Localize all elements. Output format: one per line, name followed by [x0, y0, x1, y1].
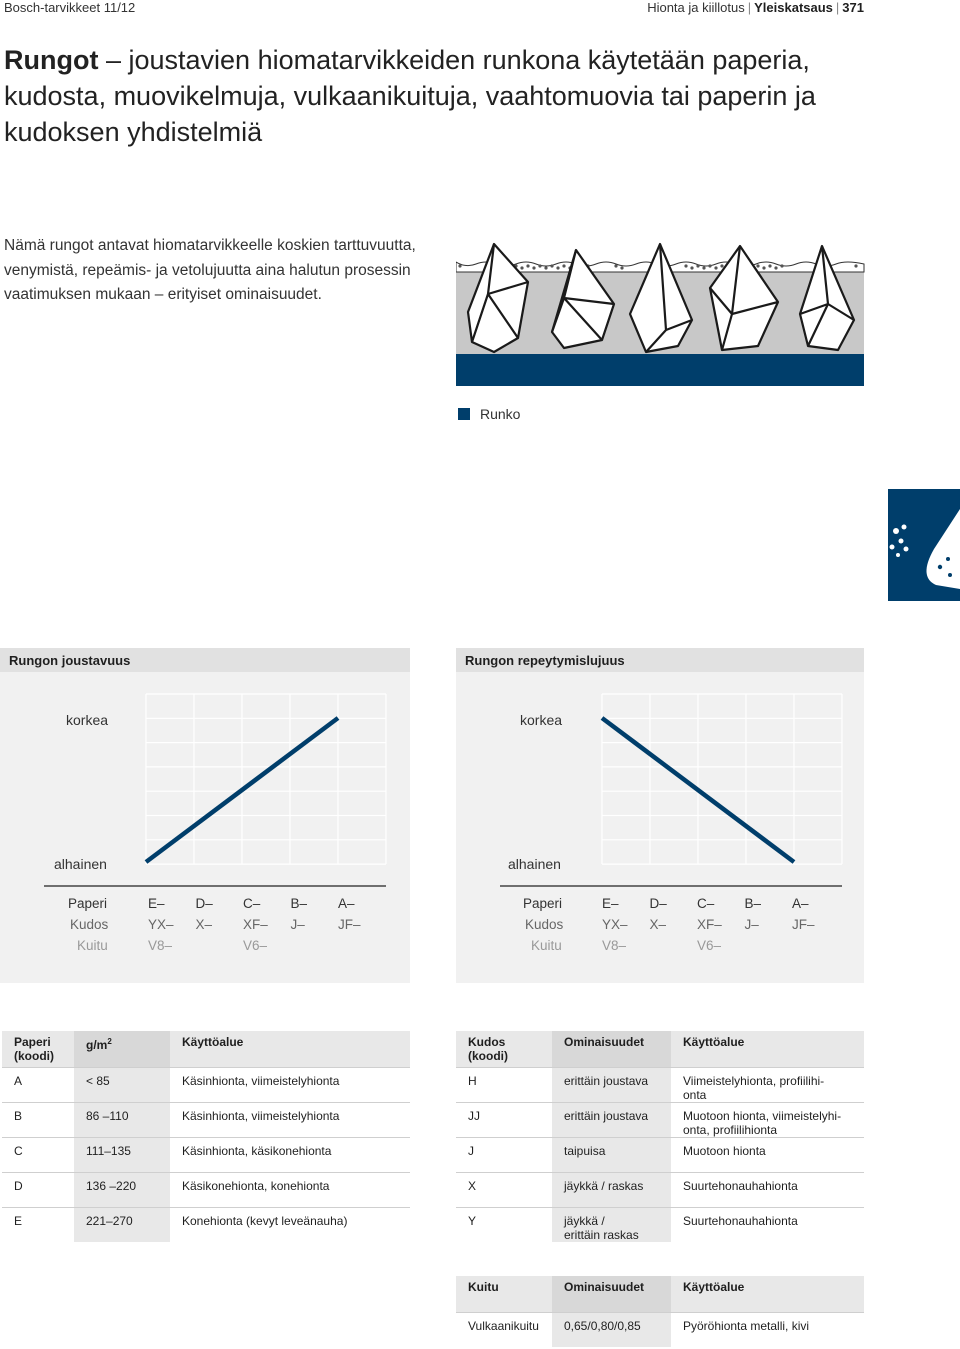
tick-label: B–: [290, 896, 308, 911]
tick-label: J–: [290, 917, 305, 932]
tick-label: E–: [148, 896, 165, 911]
table-row: [456, 1312, 864, 1347]
tick-label: YX–: [148, 917, 174, 932]
table-cell: 136 –220: [74, 1172, 170, 1207]
unit-superscript: 2: [107, 1037, 112, 1046]
table-cell: Käsinhionta, viimeistelyhionta: [170, 1067, 410, 1102]
table-cell: Käsinhionta, käsikonehionta: [170, 1137, 410, 1172]
table-cell: B: [2, 1102, 74, 1137]
tick-label: XF–: [697, 917, 722, 932]
column-header: Ominaisuudet: [552, 1031, 671, 1067]
column-header: Kudos (koodi): [456, 1031, 552, 1067]
tick-label: JF–: [338, 917, 361, 932]
section-tab-icon: [888, 489, 960, 601]
abrasive-cross-section-illustration: [456, 242, 866, 388]
legend: [458, 406, 520, 422]
table-cell: erittäin joustava: [552, 1067, 671, 1102]
header-section: Hionta ja kiillotus: [647, 0, 745, 15]
y-low-label: alhainen: [508, 856, 561, 872]
table-cell: 86 –110: [74, 1102, 170, 1137]
table-cell: Vulkaanikuitu: [456, 1312, 552, 1347]
paper-table: [2, 1031, 410, 1242]
legend-swatch: [458, 408, 470, 420]
fibre-table: [456, 1276, 864, 1347]
column-header: Käyttöalue: [671, 1031, 864, 1067]
table-cell: Käsikonehionta, konehionta: [170, 1172, 410, 1207]
backing-layer: [456, 354, 864, 386]
table-row: [2, 1207, 410, 1242]
legend-label: Runko: [480, 406, 521, 422]
tick-label: D–: [649, 896, 667, 911]
column-header: Käyttöalue: [170, 1031, 410, 1067]
row-label-fibre: Kuitu: [77, 938, 108, 953]
page-number: 371: [842, 0, 864, 15]
sanding-disc-shape: [926, 509, 960, 589]
tick-label: V8–: [602, 938, 627, 953]
tick-label: B–: [744, 896, 762, 911]
table-cell: jäykkä / raskas: [552, 1172, 671, 1207]
tick-label: X–: [649, 917, 667, 932]
table-row: [2, 1137, 410, 1172]
table-header-row: [2, 1031, 410, 1067]
tick-label: YX–: [602, 917, 628, 932]
table-cell: < 85: [74, 1067, 170, 1102]
row-label-cloth: Kudos: [70, 917, 109, 932]
tick-label: XF–: [243, 917, 268, 932]
table-cell: 0,65/0,80/0,85: [552, 1312, 671, 1347]
table-row: [456, 1137, 864, 1172]
table-cell: Viimeistelyhionta, profiilihi- onta: [671, 1067, 864, 1102]
table-row: [2, 1102, 410, 1137]
chart-title: Rungon joustavuus: [0, 648, 410, 672]
column-header: Paperi (koodi): [2, 1031, 74, 1067]
header-right: [647, 0, 864, 15]
table-cell: Y: [456, 1207, 552, 1242]
column-header-unit: [74, 1031, 170, 1067]
tick-label: J–: [744, 917, 759, 932]
row-label-paper: Paperi: [68, 896, 108, 911]
tick-label: A–: [792, 896, 809, 911]
table-cell: Suurtehonauhahionta: [671, 1207, 864, 1242]
page-title: [4, 42, 884, 150]
table-cell: D: [2, 1172, 74, 1207]
y-high-label: korkea: [66, 712, 109, 728]
intro-paragraph: Nämä rungot antavat hiomatarvikkeelle koskien tarttuvuutta, venymistä, repeämis- ja vetolujuutta aina halutun prosessin vaatimuksen mukaan – erityiset ominaisuudet.: [4, 237, 416, 303]
tick-label: E–: [602, 896, 619, 911]
table-cell: Suurtehonauhahionta: [671, 1172, 864, 1207]
table-cell: C: [2, 1137, 74, 1172]
chart-plot: [456, 672, 864, 983]
tick-label: V8–: [148, 938, 173, 953]
cloth-table: [456, 1031, 864, 1242]
table-row: [2, 1067, 410, 1102]
table-cell: Muotoon hionta: [671, 1137, 864, 1172]
table-cell: JJ: [456, 1102, 552, 1137]
page-title-bold: Rungot: [4, 45, 99, 75]
table-cell: A: [2, 1067, 74, 1102]
header-separator: |: [747, 0, 752, 15]
table-row: [456, 1102, 864, 1137]
table-row: [456, 1172, 864, 1207]
tick-label: C–: [697, 896, 715, 911]
table-cell: E: [2, 1207, 74, 1242]
tick-label: V6–: [697, 938, 722, 953]
tick-label: A–: [338, 896, 355, 911]
column-header: Käyttöalue: [671, 1276, 864, 1312]
table-cell: J: [456, 1137, 552, 1172]
table-cell: 111–135: [74, 1137, 170, 1172]
table-cell: erittäin joustava: [552, 1102, 671, 1137]
tick-label: V6–: [243, 938, 268, 953]
table-cell: 221–270: [74, 1207, 170, 1242]
table-row: [2, 1172, 410, 1207]
row-label-cloth: Kudos: [525, 917, 564, 932]
y-high-label: korkea: [520, 712, 563, 728]
table-row: [456, 1067, 864, 1102]
row-label-paper: Paperi: [523, 896, 563, 911]
tick-label: JF–: [792, 917, 815, 932]
table-cell: Pyöröhionta metalli, kivi: [671, 1312, 864, 1347]
header-subsection: Yleiskatsaus: [754, 0, 833, 15]
chart-panel-flexibility: [0, 648, 410, 983]
row-label-fibre: Kuitu: [531, 938, 562, 953]
table-cell: Muotoon hionta, viimeistelyhi- onta, profiilihionta: [671, 1102, 864, 1137]
header-left: Bosch-tarvikkeet 11/12: [4, 0, 136, 15]
tick-label: X–: [195, 917, 213, 932]
chart-plot: [0, 672, 410, 983]
table-cell: H: [456, 1067, 552, 1102]
header-separator: |: [835, 0, 840, 15]
chart-title: Rungon repeytymislujuus: [456, 648, 864, 672]
table-header-row: [456, 1031, 864, 1067]
page-title-rest: – joustavien hiomatarvikkeiden runkona käytetään paperia, kudosta, muovikelmuja, vulkaanikuituja, vaahtomuovia tai paperin ja kudoksen yhdistelmiä: [4, 45, 816, 147]
tick-label: D–: [195, 896, 213, 911]
table-cell: Konehionta (kevyt leveänauha): [170, 1207, 410, 1242]
column-header: Ominaisuudet: [552, 1276, 671, 1312]
table-header-row: [456, 1276, 864, 1312]
unit-text: g/m: [86, 1038, 108, 1052]
chart-panel-tear-strength: [456, 648, 864, 983]
table-cell: taipuisa: [552, 1137, 671, 1172]
y-low-label: alhainen: [54, 856, 107, 872]
table-cell: X: [456, 1172, 552, 1207]
column-header: Kuitu: [456, 1276, 552, 1312]
tick-label: C–: [243, 896, 261, 911]
table-cell: jäykkä / erittäin raskas: [552, 1207, 671, 1242]
table-cell: Käsinhionta, viimeistelyhionta: [170, 1102, 410, 1137]
table-row: [456, 1207, 864, 1242]
